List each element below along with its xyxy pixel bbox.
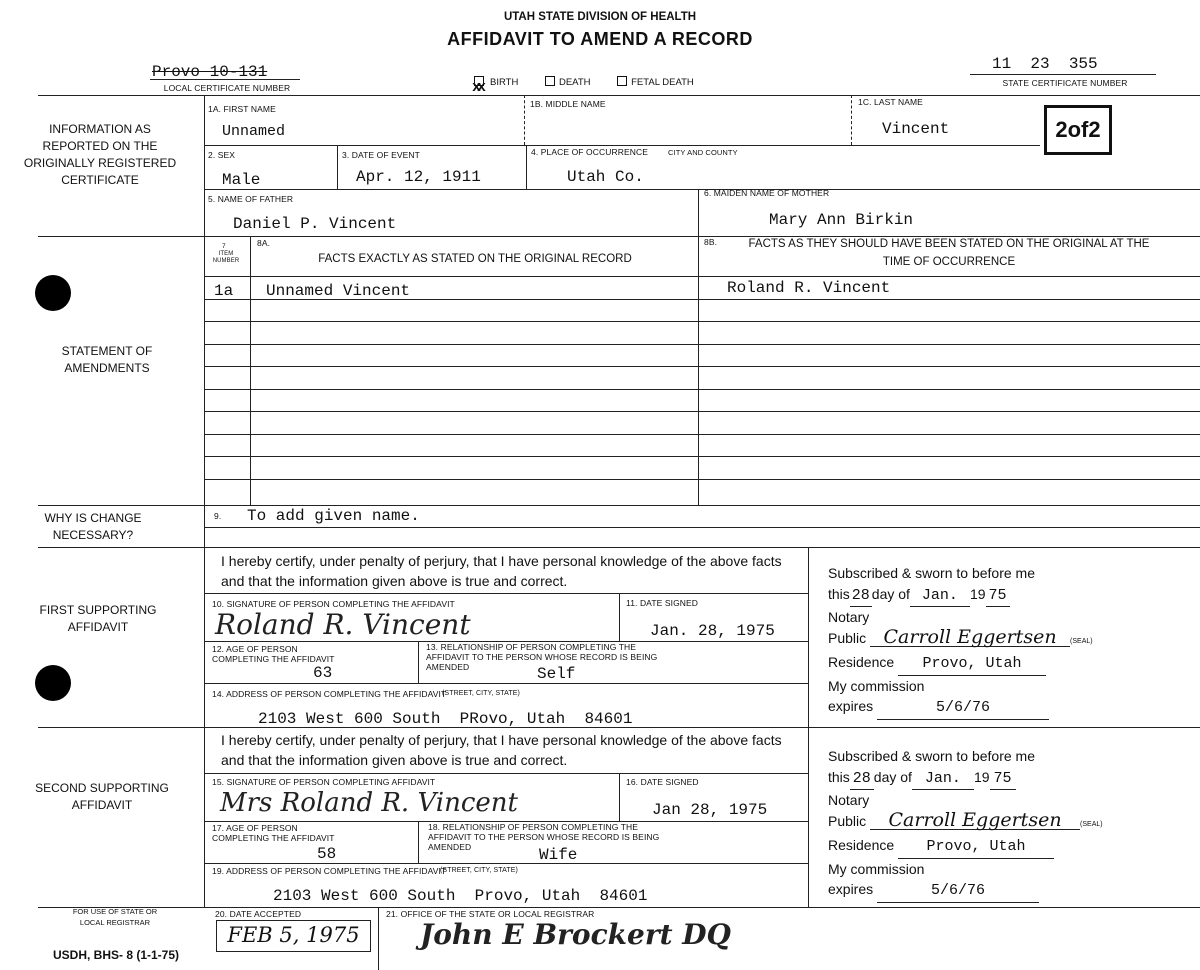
registrar-label: 21. OFFICE OF THE STATE OR LOCAL REGISTRAR	[386, 909, 595, 919]
accepted-label: 20. DATE ACCEPTED	[215, 909, 302, 919]
second-age-label: 17. AGE OF PERSON COMPLETING THE AFFIDAVIT	[212, 823, 335, 843]
amend-row-item: 1a	[214, 282, 234, 300]
item-no: 7	[222, 243, 226, 250]
second-addr-sub: (STREET, CITY, STATE)	[440, 867, 518, 874]
section-why-label: WHY IS CHANGE NECESSARY?	[44, 511, 142, 542]
second-signature: Mrs Roland R. Vincent	[220, 788, 518, 818]
registrar-signature: John E Brockert DQ	[420, 918, 731, 951]
first-notary: Subscribed & sworn to before me this 28 day of Jan. 19 75 Notary Public Carroll Eggertsen (SEAL) Residence Provo, Utah My commission expires 5/6/76	[828, 563, 1093, 720]
fetal-death-checkbox[interactable]: FETAL DEATH	[617, 77, 694, 88]
second-notary: Subscribed & sworn to before me this 28 day of Jan. 19 75 Notary Public Carroll Eggertsen (SEAL) Residence Provo, Utah My commission expires 5/6/76	[828, 746, 1103, 903]
section-second-label: SECOND SUPPORTING AFFIDAVIT	[35, 781, 169, 812]
second-address: 2103 West 600 South Provo, Utah 84601	[273, 887, 648, 905]
col-b-header: FACTS AS THEY SHOULD HAVE BEEN STATED ON THE ORIGINAL AT THE TIME OF OCCURRENCE	[748, 238, 1150, 268]
local-cert-label: LOCAL CERTIFICATE NUMBER	[163, 83, 291, 93]
sex: Male	[222, 171, 261, 189]
date-of-event-label: 3. DATE OF EVENT	[342, 150, 420, 160]
second-rel: Wife	[539, 846, 578, 864]
second-rel-label: 18. RELATIONSHIP OF PERSON COMPLETING THE AFFIDAVIT TO THE PERSON WHOSE RECORD IS BEING AMENDED	[428, 822, 660, 852]
first-address: 2103 West 600 South PRovo, Utah 84601	[258, 710, 633, 728]
why-text: To add given name.	[247, 507, 420, 525]
birth-checkbox[interactable]: xx BIRTH	[472, 77, 519, 96]
section-office-label: FOR USE OF STATE OR LOCAL REGISTRAR	[72, 907, 158, 927]
first-name: Unnamed	[222, 123, 286, 140]
sex-label: 2. SEX	[208, 150, 236, 160]
local-cert-value: Provo 10-131	[152, 63, 268, 81]
section-first-label: FIRST SUPPORTING AFFIDAVIT	[39, 603, 157, 634]
first-date-label: 11. DATE SIGNED	[626, 598, 699, 608]
middle-name-label: 1B. MIDDLE NAME	[530, 99, 606, 109]
date-of-event: Apr. 12, 1911	[356, 168, 481, 186]
record-type-checkboxes	[472, 76, 694, 96]
item-number-label: ITEM NUMBER	[212, 251, 240, 264]
punch-hole-1	[35, 275, 71, 311]
place-label: 4. PLACE OF OCCURRENCE	[531, 147, 648, 157]
state-cert-label: STATE CERTIFICATE NUMBER	[1002, 78, 1128, 88]
last-name: Vincent	[882, 120, 950, 138]
first-name-label: 1A. FIRST NAME	[208, 104, 276, 114]
second-date: Jan 28, 1975	[652, 801, 768, 819]
col-a-no: 8A.	[257, 238, 271, 248]
why-no: 9.	[214, 511, 222, 521]
second-age: 58	[317, 845, 337, 863]
place-sub-label: CITY AND COUNTY	[668, 148, 738, 157]
first-addr-sub: (STREET, CITY, STATE)	[442, 690, 520, 697]
second-sig-label: 15. SIGNATURE OF PERSON COMPLETING AFFIDAVIT	[212, 777, 436, 787]
second-certify: I hereby certify, under penalty of perjury, that I have personal knowledge of the above facts and that the information given above is true and correct.	[221, 732, 782, 768]
date-accepted: FEB 5, 1975	[216, 920, 371, 952]
first-rel: Self	[537, 665, 576, 683]
col-a-header: FACTS EXACTLY AS STATED ON THE ORIGINAL RECORD	[318, 253, 632, 265]
form-id: USDH, BHS- 8 (1-1-75)	[53, 948, 180, 962]
page-stamp: 2of2	[1044, 105, 1112, 155]
punch-hole-2	[35, 665, 71, 701]
section-original-label: INFORMATION AS REPORTED ON THE ORIGINALLY REGISTERED CERTIFICATE	[23, 122, 177, 187]
col-b-no: 8B.	[704, 237, 718, 247]
mother-name: Mary Ann Birkin	[769, 211, 914, 229]
agency-name: UTAH STATE DIVISION OF HEALTH	[503, 11, 697, 23]
first-certify: I hereby certify, under penalty of perjury, that I have personal knowledge of the above facts and that the information given above is true and correct.	[221, 553, 782, 589]
section-amendments-label: STATEMENT OF AMENDMENTS	[61, 344, 153, 375]
second-date-label: 16. DATE SIGNED	[626, 777, 699, 787]
amend-row-original: Unnamed Vincent	[266, 282, 411, 300]
first-sig-label: 10. SIGNATURE OF PERSON COMPLETING THE AFFIDAVIT	[212, 599, 455, 609]
place-of-occurrence: Utah Co.	[567, 168, 644, 186]
first-rel-label: 13. RELATIONSHIP OF PERSON COMPLETING THE AFFIDAVIT TO THE PERSON WHOSE RECORD IS BEING AMENDED	[426, 642, 658, 672]
second-addr-label: 19. ADDRESS OF PERSON COMPLETING THE AFFIDAVIT	[212, 866, 447, 876]
first-age: 63	[313, 664, 333, 682]
first-age-label: 12. AGE OF PERSON COMPLETING THE AFFIDAVIT	[212, 644, 335, 664]
first-addr-label: 14. ADDRESS OF PERSON COMPLETING THE AFFIDAVIT	[212, 689, 447, 699]
first-signature: Roland R. Vincent	[215, 608, 471, 641]
father-name: Daniel P. Vincent	[233, 215, 397, 233]
first-date: Jan. 28, 1975	[650, 622, 775, 640]
amend-row-corrected: Roland R. Vincent	[727, 279, 891, 297]
last-name-label: 1C. LAST NAME	[858, 97, 923, 107]
mother-label: 6. MAIDEN NAME OF MOTHER	[704, 188, 830, 198]
form-title: AFFIDAVIT TO AMEND A RECORD	[447, 29, 753, 49]
state-cert-value: 11 23 355	[992, 55, 1098, 73]
death-checkbox[interactable]: DEATH	[545, 77, 591, 88]
father-label: 5. NAME OF FATHER	[208, 194, 294, 204]
